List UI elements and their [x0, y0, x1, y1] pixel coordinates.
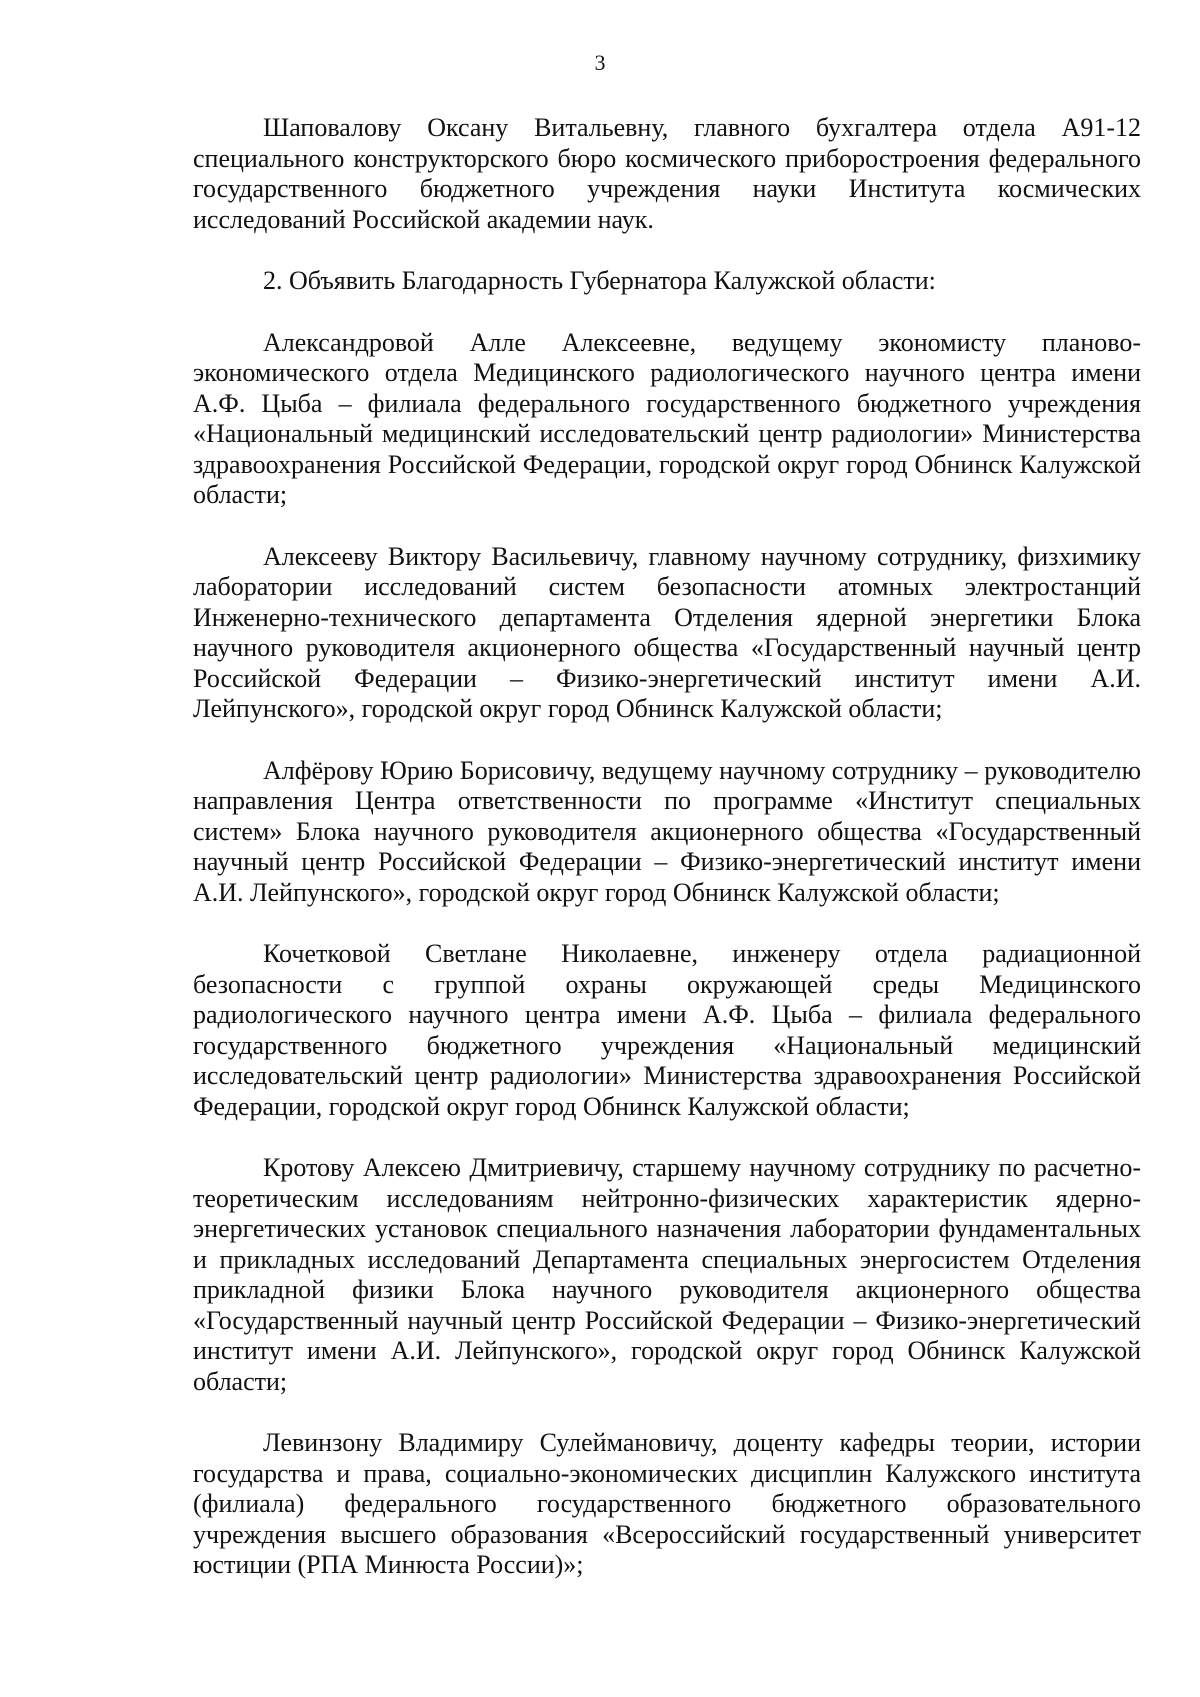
- paragraph-krotov: Кротову Алексею Дмитриевичу, старшему научному сотруднику по расчетно-теоретическим исследованиям нейтронно-физических характеристик ядерно-энергетических установок специального назначения лаборатории фундаментальных и прикладных исследований Департамента специальных энергосистем Отделения прикладной физики Блока научного руководителя акционерного общества «Государственный научный центр Российской Федерации – Физико-энергетический институт имени А.И. Лейпунского», городской округ город Обнинск Калужской области;: [193, 1153, 1141, 1396]
- paragraph-aleksandrova: Александровой Алле Алексеевне, ведущему экономисту планово-экономического отдела Медицинского радиологического научного центра имени А.Ф. Цыба – филиала федерального государственного бюджетного учреждения «Национальный медицинский исследовательский центр радиологии» Министерства здравоохранения Российской Федерации, городской округ город Обнинск Калужской области;: [193, 327, 1141, 509]
- paragraph-kochetkova: Кочетковой Светлане Николаевне, инженеру отдела радиационной безопасности с группой охраны окружающей среды Медицинского радиологического научного центра имени А.Ф. Цыба – филиала федерального государственного бюджетного учреждения «Национальный медицинский исследовательский центр радиологии» Министерства здравоохранения Российской Федерации, городской округ город Обнинск Калужской области;: [193, 939, 1141, 1121]
- document-body: [193, 113, 1141, 1581]
- paragraph-levinzon: Левинзону Владимиру Сулеймановичу, доценту кафедры теории, истории государства и права, социально-экономических дисциплин Калужского института (филиала) федерального государственного бюджетного образовательного учреждения высшего образования «Всероссийский государственный университет юстиции (РПА Минюста России)»;: [193, 1428, 1141, 1579]
- section-heading-gratitude: 2. Объявить Благодарность Губернатора Калужской области:: [263, 266, 936, 295]
- page-number: 3: [594, 50, 606, 75]
- paragraph-shapovalova: Шаповалову Оксану Витальевну, главного бухгалтера отдела А91-12 специального конструкторского бюро космического приборостроения федерального государственного бюджетного учреждения науки Института космических исследований Российской академии наук.: [193, 113, 1141, 234]
- paragraph-alferov: Алфёрову Юрию Борисовичу, ведущему научному сотруднику – руководителю направления Центра ответственности по программе «Институт специальных систем» Блока научного руководителя акционерного общества «Государственный научный центр Российской Федерации – Физико-энергетический институт имени А.И. Лейпунского», городской округ город Обнинск Калужской области;: [193, 755, 1141, 907]
- paragraph-alekseev: Алексееву Виктору Васильевичу, главному научному сотруднику, физхимику лаборатории исследований систем безопасности атомных электростанций Инженерно-технического департамента Отделения ядерной энергетики Блока научного руководителя акционерного общества «Государственный научный центр Российской Федерации – Физико-энергетический институт имени А.И. Лейпунского», городской округ город Обнинск Калужской области;: [193, 541, 1141, 723]
